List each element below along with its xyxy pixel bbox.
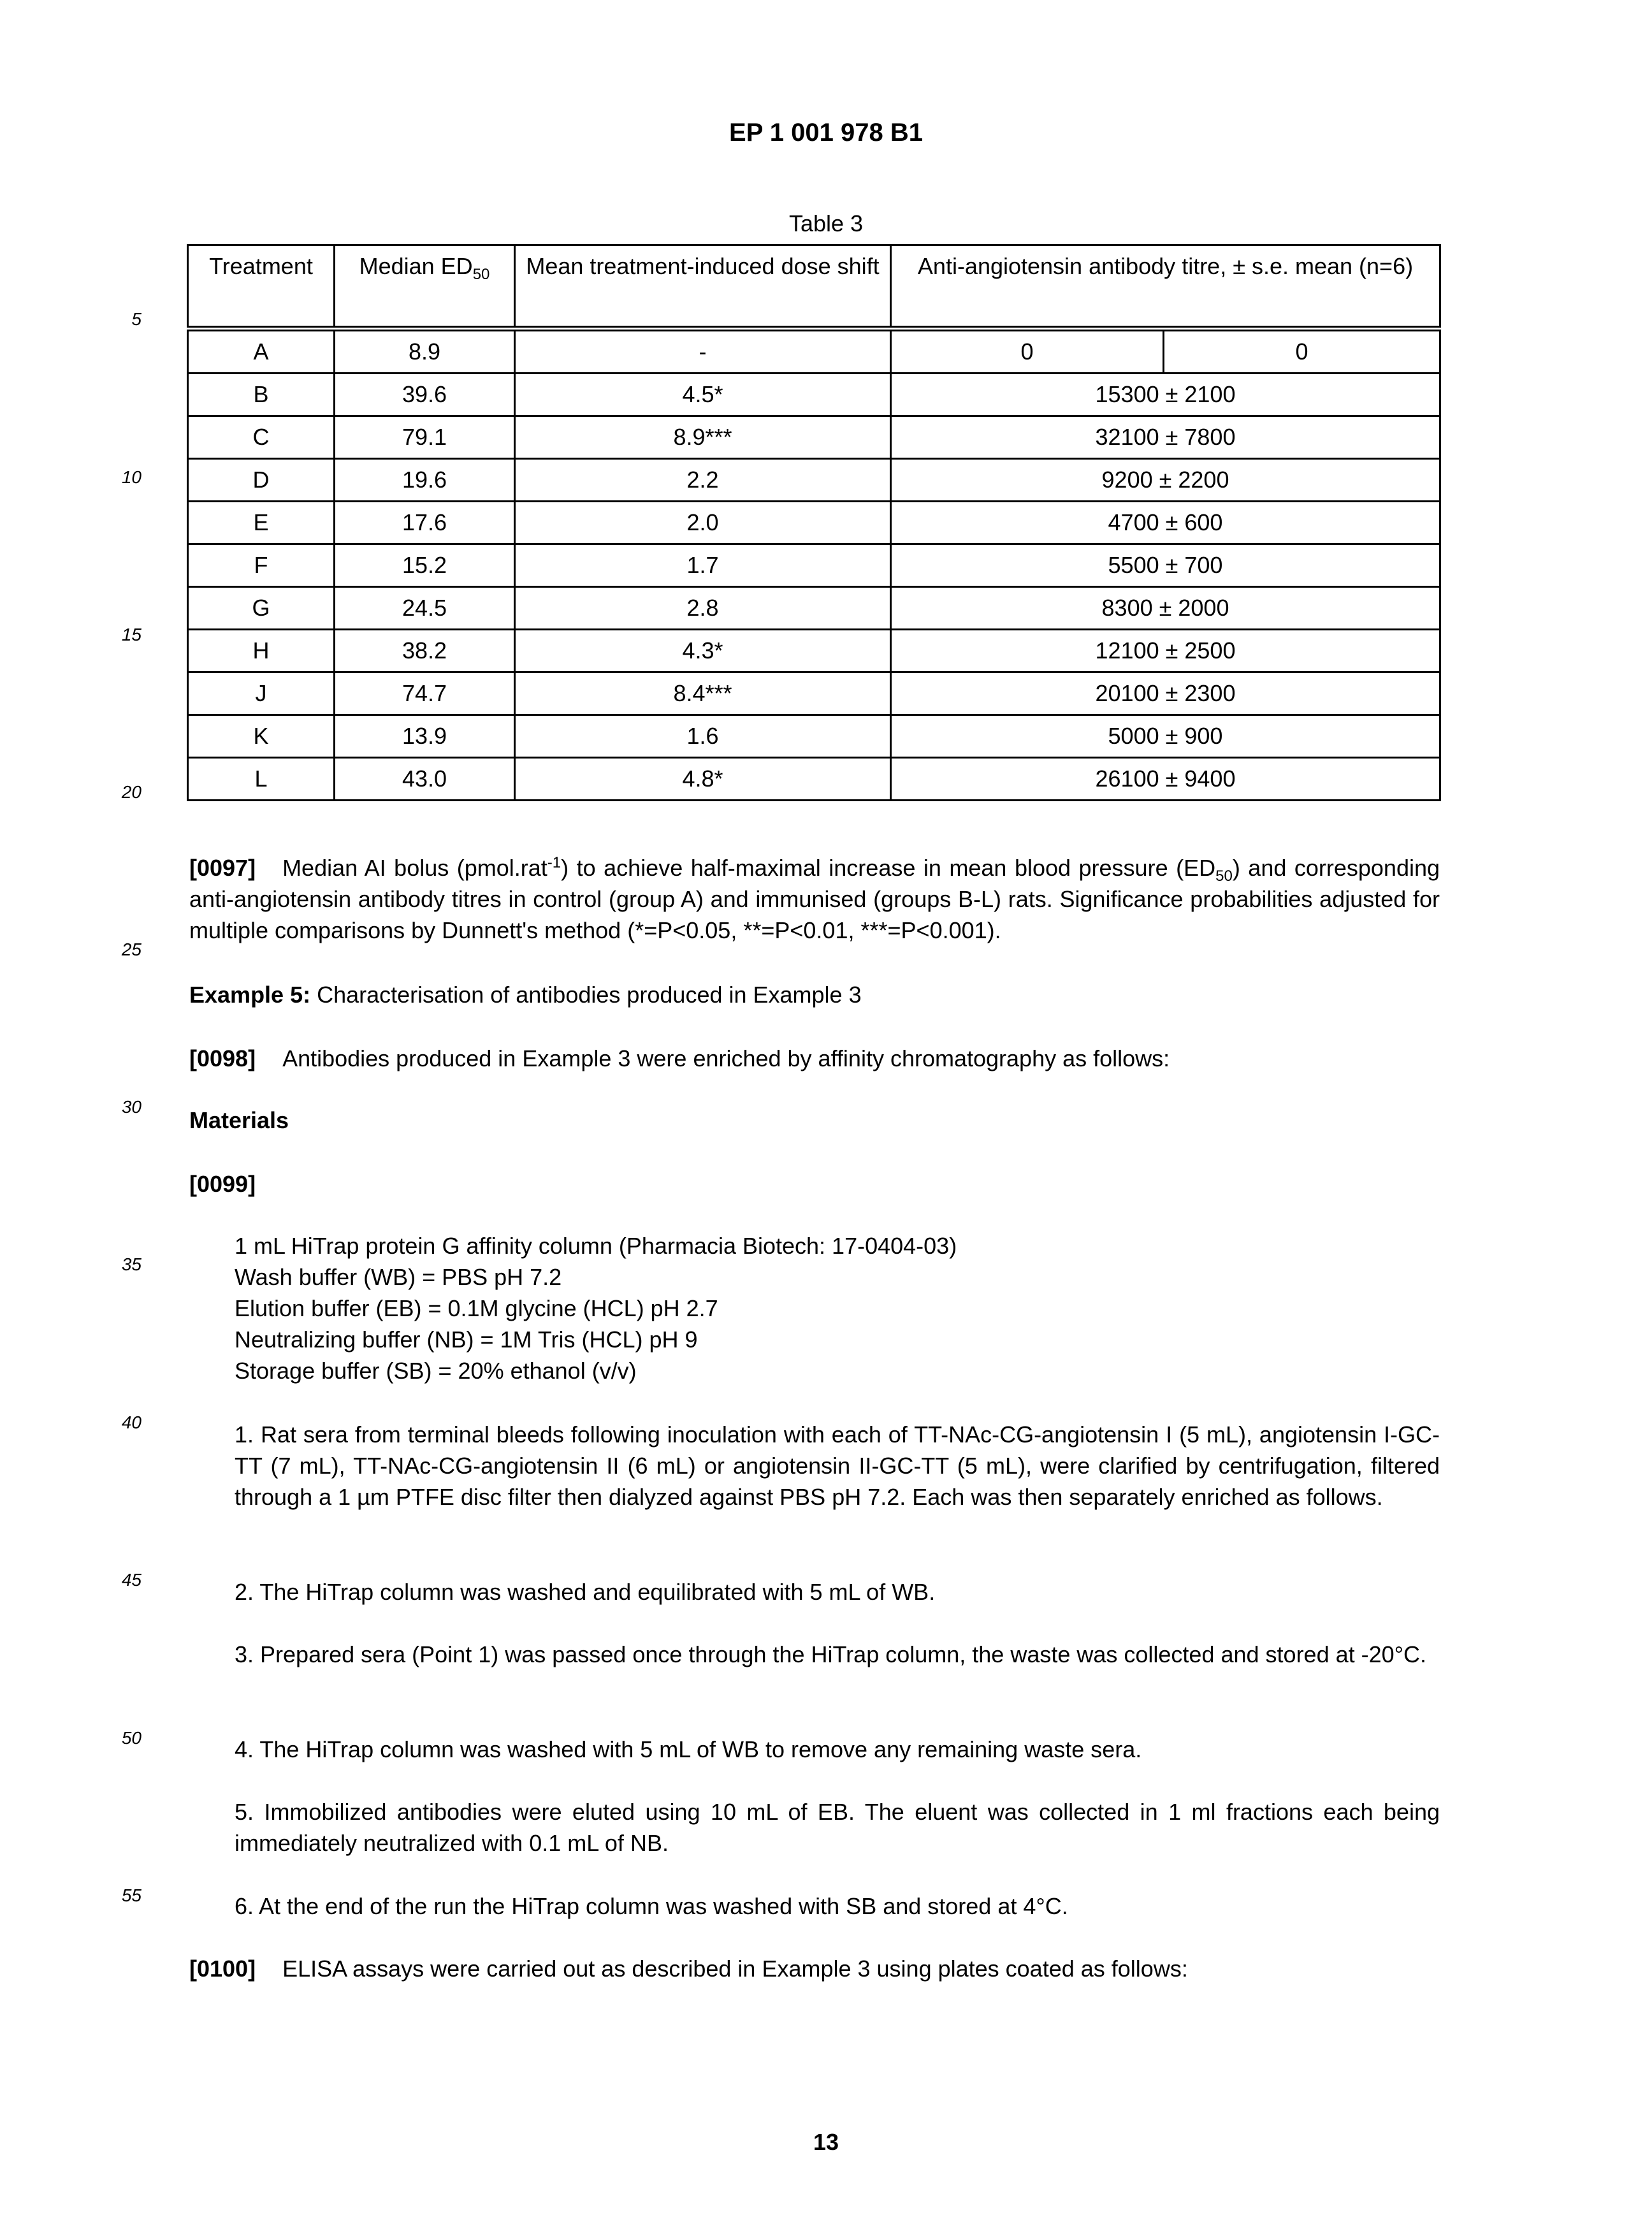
cell-treatment: K [188,715,335,758]
cell-titre: 5000 ± 900 [891,715,1440,758]
cell-dose-shift: 8.9*** [515,416,891,459]
cell-dose-shift: 2.0 [515,502,891,544]
cell-ed50: 8.9 [335,329,515,374]
header-antibody-titre: Anti-angiotensin antibody titre, ± s.e. mean (n=6) [891,245,1440,329]
header-treatment: Treatment [188,245,335,329]
cell-treatment: A [188,329,335,374]
materials-list [235,1230,1440,1386]
table-caption: Table 3 [788,210,864,236]
header-median-ed50: Median $ED_{50}$ [335,245,515,329]
line-number: 55 [121,1885,141,1905]
table-row [188,715,1440,758]
materials-heading: Materials [189,1107,289,1133]
results-table [187,244,1441,801]
cell-treatment: J [188,672,335,715]
cell-dose-shift: - [515,329,891,374]
cell-titre: 32100 ± 7800 [891,416,1440,459]
table-row [188,502,1440,544]
procedure-step-5: 5. Immobilized antibodies were eluted using 10 mL of EB. The eluent was collected in 1 ml fractions each being immediately neutralized with 0.1 mL of NB. [235,1799,1440,1856]
cell-dose-shift: 4.3* [515,630,891,672]
cell-treatment: F [188,544,335,587]
table-row [188,459,1440,502]
table-row [188,758,1440,801]
cell-dose-shift: 4.8* [515,758,891,801]
example-5-heading: Example 5: Characterisation of antibodies produced in Example 3 [189,982,862,1008]
table-row [188,329,1440,374]
cell-ed50: 39.6 [335,374,515,416]
cell-treatment: D [188,459,335,502]
cell-ed50: 13.9 [335,715,515,758]
cell-treatment: B [188,374,335,416]
cell-dose-shift: 2.8 [515,587,891,630]
table-row [188,544,1440,587]
cell-titre: 8300 ± 2000 [891,587,1440,630]
paragraph-0097: [0097] Median AI bolus (pmol.rat$^{-1}$) to achieve half-maximal increase in mean blood pressure $(ED_{50})$ and corresponding anti-angiotensin antibody titres in control (group A) and immunised (groups B-L) rats. Significance probabilities adjusted for multiple comparisons by Dunnett's method (*=P<0.05, **=P<0.01, ***=P<0.001). [189,854,1440,943]
paragraph-number: [0098] [189,1045,256,1071]
list-item: Wash buffer (WB) = PBS pH 7.2 [235,1264,562,1290]
procedure-step-1: 1. Rat sera from terminal bleeds following inoculation with each of TT-NAc-CG-angiotensin I (5 mL), angiotensin I-GC-TT (7 mL), TT-NAc-CG-angiotensin II (6 mL) or angiotensin II-GC-TT (5 mL), were clarified by centrifugation, filtered through a 1 µm PTFE disc filter then dialyzed against PBS pH 7.2. Each was then separately enriched as follows. [235,1421,1440,1510]
line-number: 25 [121,940,141,959]
cell-treatment: G [188,587,335,630]
cell-treatment: E [188,502,335,544]
procedure-step-4: 4. The HiTrap column was washed with 5 mL of WB to remove any remaining waste sera. [235,1736,1142,1762]
cell-ed50: 74.7 [335,672,515,715]
table-row [188,374,1440,416]
cell-titre: 12100 ± 2500 [891,630,1440,672]
table-row [188,587,1440,630]
line-number: 20 [121,782,141,802]
cell-titre: 26100 ± 9400 [891,758,1440,801]
cell-ed50: 38.2 [335,630,515,672]
list-item: Elution buffer (EB) = 0.1M glycine (HCL) pH 2.7 [235,1295,718,1321]
list-item: Storage buffer (SB) = 20% ethanol (v/v) [235,1358,637,1384]
table-row [188,630,1440,672]
cell-dose-shift: 1.7 [515,544,891,587]
procedure-step-2: 2. The HiTrap column was washed and equilibrated with 5 mL of WB. [235,1579,936,1605]
cell-titre: 15300 ± 2100 [891,374,1440,416]
line-number: 35 [121,1254,141,1274]
cell-titre-b: 0 [1164,329,1440,374]
paragraph-0099: [0099] [189,1171,256,1197]
line-number: 5 [131,309,141,329]
cell-titre: 9200 ± 2200 [891,459,1440,502]
cell-ed50: 15.2 [335,544,515,587]
cell-ed50: 43.0 [335,758,515,801]
procedure-step-6: 6. At the end of the run the HiTrap column was washed with SB and stored at 4°C. [235,1893,1068,1919]
cell-ed50: 24.5 [335,587,515,630]
procedure-step-3: 3. Prepared sera (Point 1) was passed once through the HiTrap column, the waste was collected and stored at -20°C. [235,1641,1427,1667]
list-item: 1 mL HiTrap protein G affinity column (Pharmacia Biotech: 17-0404-03) [235,1233,957,1259]
page-number: 13 [813,2129,839,2155]
cell-titre: 4700 ± 600 [891,502,1440,544]
cell-treatment: C [188,416,335,459]
cell-dose-shift: 8.4*** [515,672,891,715]
line-number: 10 [121,467,141,487]
cell-treatment: L [188,758,335,801]
table-row [188,672,1440,715]
cell-ed50: 19.6 [335,459,515,502]
paragraph-0100: [0100] ELISA assays were carried out as described in Example 3 using plates coated as follows: [189,1956,1188,1982]
paragraph-number: [0100] [189,1956,256,1982]
line-number: 30 [121,1097,141,1117]
cell-ed50: 79.1 [335,416,515,459]
header-dose-shift: Mean treatment-induced dose shift [515,245,891,329]
cell-dose-shift: 2.2 [515,459,891,502]
cell-titre-a: 0 [891,329,1164,374]
line-number: 45 [121,1570,141,1590]
document-header: EP 1 001 978 B1 [729,119,923,147]
paragraph-0098: [0098] Antibodies produced in Example 3 were enriched by affinity chromatography as follows: [189,1045,1170,1071]
paragraph-number: [0097] [189,855,256,881]
list-item: Neutralizing buffer (NB) = 1M Tris (HCL) pH 9 [235,1326,698,1353]
cell-dose-shift: 4.5* [515,374,891,416]
table-row [188,416,1440,459]
cell-titre: 5500 ± 700 [891,544,1440,587]
cell-titre: 20100 ± 2300 [891,672,1440,715]
table-header-row [188,245,1440,329]
line-number: 40 [121,1412,141,1432]
line-number: 15 [121,625,141,644]
line-number: 50 [121,1728,141,1748]
cell-ed50: 17.6 [335,502,515,544]
cell-dose-shift: 1.6 [515,715,891,758]
cell-treatment: H [188,630,335,672]
